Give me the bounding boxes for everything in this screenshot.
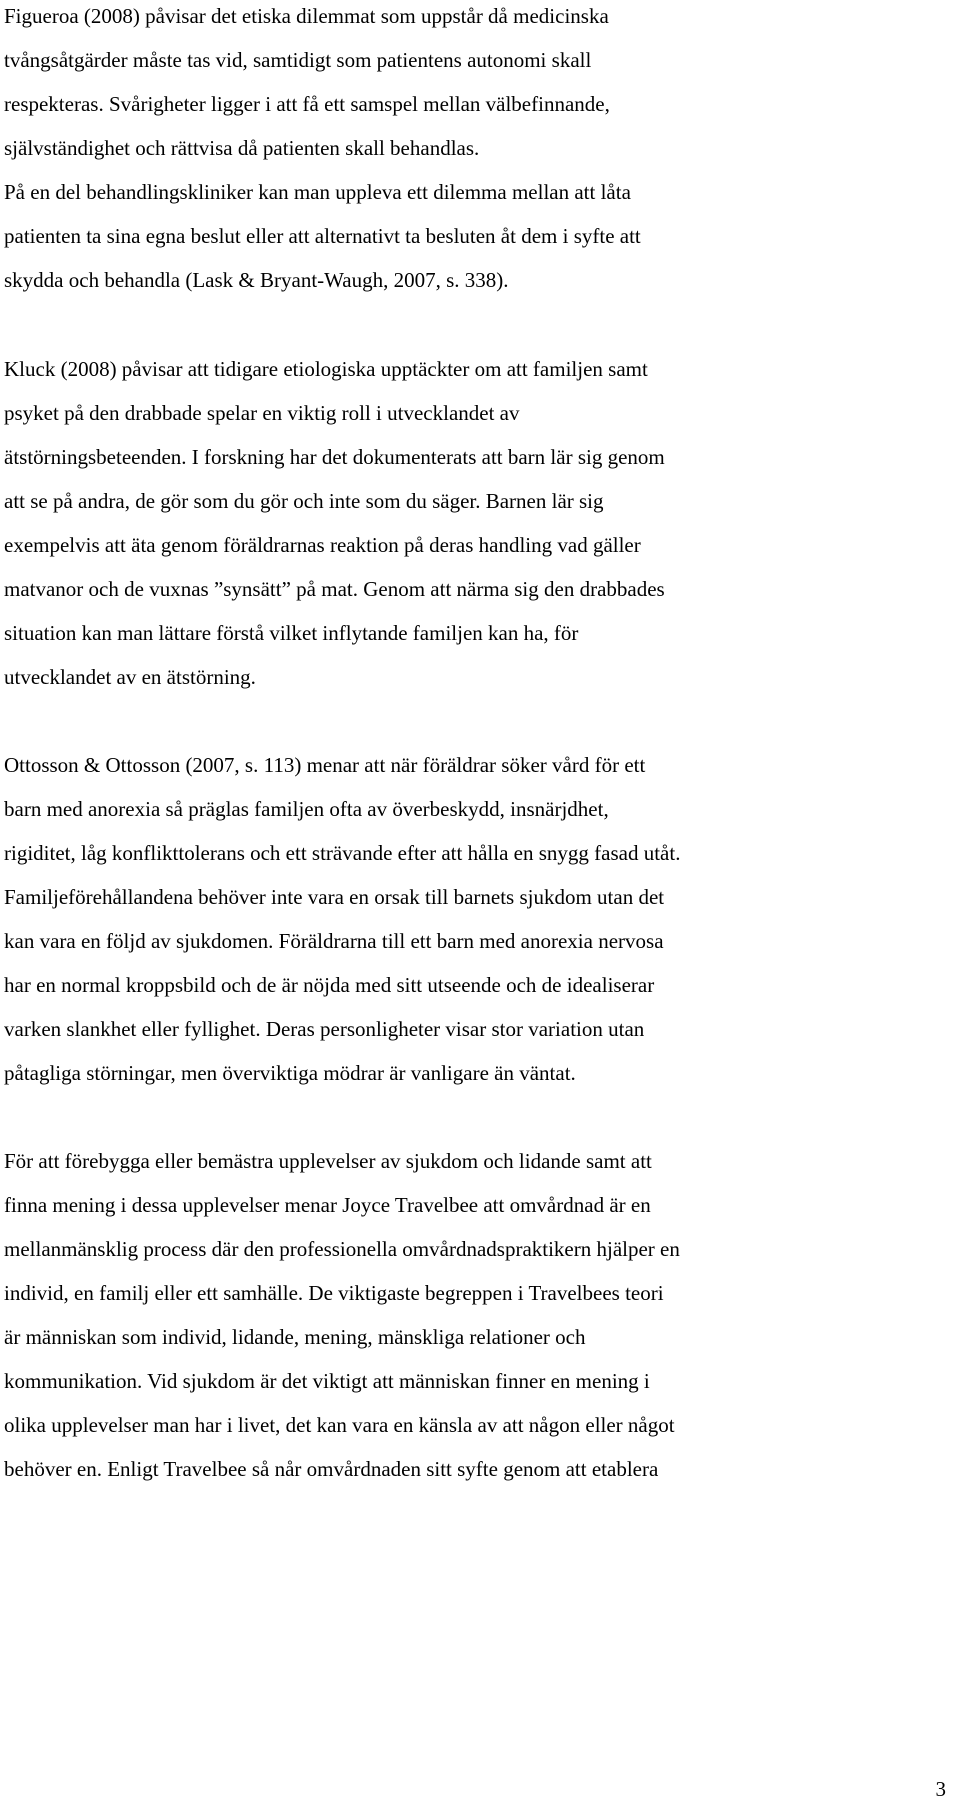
text-line: rigiditet, låg konflikttolerans och ett strävande efter att hålla en snygg fasad utåt. bbox=[4, 841, 681, 865]
text-line: För att förebygga eller bemästra upplevelser av sjukdom och lidande samt att bbox=[4, 1149, 652, 1173]
page-number: 3 bbox=[935, 1777, 946, 1801]
text-line: Familjeförehållandena behöver inte vara en orsak till barnets sjukdom utan det bbox=[4, 885, 665, 909]
text-line: behöver en. Enligt Travelbee så når omvårdnaden sitt syfte genom att etablera bbox=[4, 1457, 659, 1481]
text-line: individ, en familj eller ett samhälle. De viktigaste begreppen i Travelbees teori bbox=[4, 1281, 664, 1305]
text-line: matvanor och de vuxnas ”synsätt” på mat. Genom att närma sig den drabbades bbox=[4, 577, 665, 601]
paragraph-figueroa bbox=[4, 0, 641, 302]
text-line: På en del behandlingskliniker kan man uppleva ett dilemma mellan att låta bbox=[4, 180, 631, 204]
text-line: självständighet och rättvisa då patienten skall behandlas. bbox=[4, 136, 480, 160]
text-line: kommunikation. Vid sjukdom är det viktigt att människan finner en mening i bbox=[4, 1369, 650, 1393]
text-line: ätstörningsbeteenden. I forskning har det dokumenterats att barn lär sig genom bbox=[4, 445, 665, 469]
text-line: kan vara en följd av sjukdomen. Föräldrarna till ett barn med anorexia nervosa bbox=[4, 929, 664, 953]
text-line: respekteras. Svårigheter ligger i att få ett samspel mellan välbefinnande, bbox=[4, 92, 610, 116]
text-line: Figueroa (2008) påvisar det etiska dilemmat som uppstår då medicinska bbox=[4, 4, 609, 28]
text-line: är människan som individ, lidande, mening, mänskliga relationer och bbox=[4, 1325, 586, 1349]
text-line: psyket på den drabbade spelar en viktig roll i utvecklandet av bbox=[4, 401, 520, 425]
paragraph-ottosson bbox=[4, 743, 680, 1095]
text-line: påtagliga störningar, men överviktiga mödrar är vanligare än väntat. bbox=[4, 1061, 576, 1085]
paragraph-kluck bbox=[4, 347, 665, 699]
text-line: situation kan man lättare förstå vilket inflytande familjen kan ha, för bbox=[4, 621, 579, 645]
text-line: utvecklandet av en ätstörning. bbox=[4, 665, 256, 689]
text-line: mellanmänsklig process där den professionella omvårdnadspraktikern hjälper en bbox=[4, 1237, 680, 1261]
text-line: Kluck (2008) påvisar att tidigare etiologiska upptäckter om att familjen samt bbox=[4, 357, 648, 381]
text-line: har en normal kroppsbild och de är nöjda med sitt utseende och de idealiserar bbox=[4, 973, 655, 997]
text-line: Ottosson & Ottosson (2007, s. 113) menar att när föräldrar söker vård för ett bbox=[4, 753, 646, 777]
paragraph-travelbee bbox=[4, 1139, 680, 1491]
text-line: patienten ta sina egna beslut eller att alternativt ta besluten åt dem i syfte att bbox=[4, 224, 641, 248]
text-line: exempelvis att äta genom föräldrarnas reaktion på deras handling vad gäller bbox=[4, 533, 641, 557]
text-line: barn med anorexia så präglas familjen ofta av överbeskydd, insnärjdhet, bbox=[4, 797, 609, 821]
text-line: varken slankhet eller fyllighet. Deras personligheter visar stor variation utan bbox=[4, 1017, 645, 1041]
text-line: tvångsåtgärder måste tas vid, samtidigt som patientens autonomi skall bbox=[4, 48, 592, 72]
text-line: finna mening i dessa upplevelser menar Joyce Travelbee att omvårdnad är en bbox=[4, 1193, 651, 1217]
text-line: olika upplevelser man har i livet, det kan vara en känsla av att någon eller något bbox=[4, 1413, 675, 1437]
text-line: skydda och behandla (Lask & Bryant-Waugh, 2007, s. 338). bbox=[4, 268, 509, 292]
text-line: att se på andra, de gör som du gör och inte som du säger. Barnen lär sig bbox=[4, 489, 604, 513]
